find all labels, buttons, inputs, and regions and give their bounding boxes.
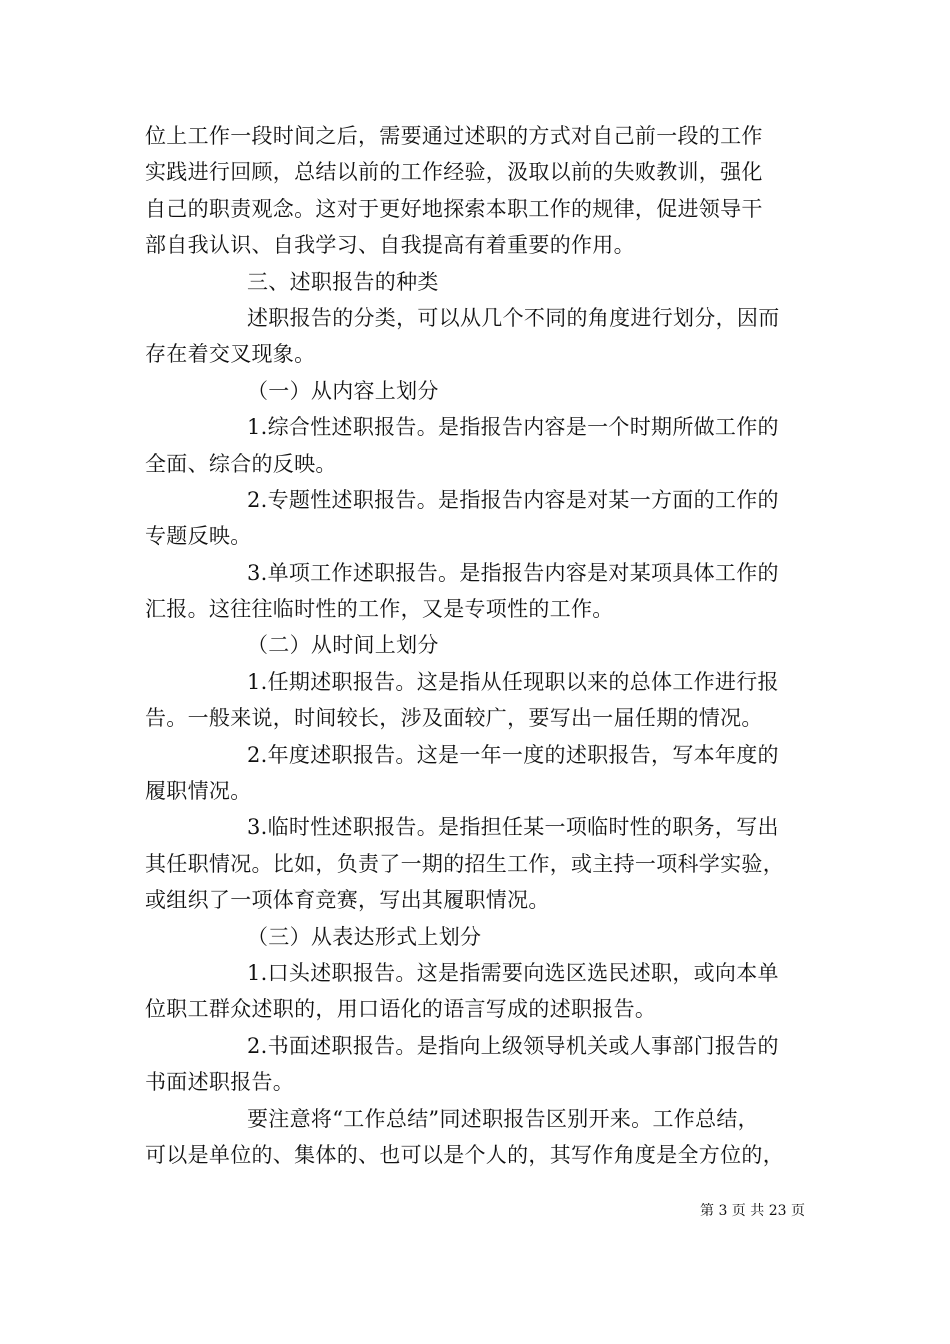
text-line: 述职报告的分类，可以从几个不同的角度进行划分，因而 [247, 305, 780, 330]
section-heading: 三、述职报告的种类 [247, 269, 439, 294]
text-line: 1.口头述职报告。这是指需要向选区选民述职，或向本单 [247, 960, 779, 985]
text-line: 1.综合性述职报告。是指报告内容是一个时期所做工作的 [247, 415, 779, 440]
subsection-heading: （一）从内容上划分 [247, 378, 439, 403]
text-line: 2.书面述职报告。是指向上级领导机关或人事部门报告的 [247, 1033, 779, 1058]
text-line: 位上工作一段时间之后，需要通过述职的方式对自己前一段的工作 [145, 124, 763, 148]
text-line: 履职情况。 [145, 779, 252, 804]
text-line: 告。一般来说，时间较长，涉及面较广，要写出一届任期的情况。 [145, 706, 763, 731]
text-line: 书面述职报告。 [145, 1070, 295, 1095]
subsection-heading: （三）从表达形式上划分 [247, 924, 482, 949]
text-line: 自己的职责观念。这对于更好地探索本职工作的规律，促进领导干 [145, 196, 763, 221]
text-line: 汇报。这往往临时性的工作，又是专项性的工作。 [145, 597, 614, 622]
text-line: 其任职情况。比如，负责了一期的招生工作，或主持一项科学实验， [145, 851, 784, 876]
text-line: 位职工群众述职的，用口语化的语言写成的述职报告。 [145, 997, 657, 1022]
text-line: 或组织了一项体育竞赛，写出其履职情况。 [145, 888, 550, 913]
subsection-heading: （二）从时间上划分 [247, 633, 439, 658]
text-line: 3.临时性述职报告。是指担任某一项临时性的职务，写出 [247, 815, 779, 840]
text-line: 实践进行回顾，总结以前的工作经验，汲取以前的失败教训，强化 [145, 160, 763, 185]
text-line: 存在着交叉现象。 [145, 342, 316, 367]
document-body [145, 118, 810, 1173]
text-line: 2.专题性述职报告。是指报告内容是对某一方面的工作的 [247, 487, 779, 512]
page-number-footer: 第 3 页 共 23 页 [700, 1203, 805, 1219]
text-line: 全面、综合的反映。 [145, 451, 337, 476]
text-line: 可以是单位的、集体的、也可以是个人的，其写作角度是全方位的， [145, 1142, 784, 1167]
text-line: 3.单项工作述职报告。是指报告内容是对某项具体工作的 [247, 560, 779, 585]
text-line: 要注意将“工作总结”同述职报告区别开来。工作总结， [247, 1106, 759, 1131]
text-line: 部自我认识、自我学习、自我提高有着重要的作用。 [145, 233, 635, 258]
text-line: 2.年度述职报告。这是一年一度的述职报告，写本年度的 [247, 742, 779, 767]
text-line: 1.任期述职报告。这是指从任现职以来的总体工作进行报 [247, 669, 779, 694]
text-line: 专题反映。 [145, 524, 252, 549]
